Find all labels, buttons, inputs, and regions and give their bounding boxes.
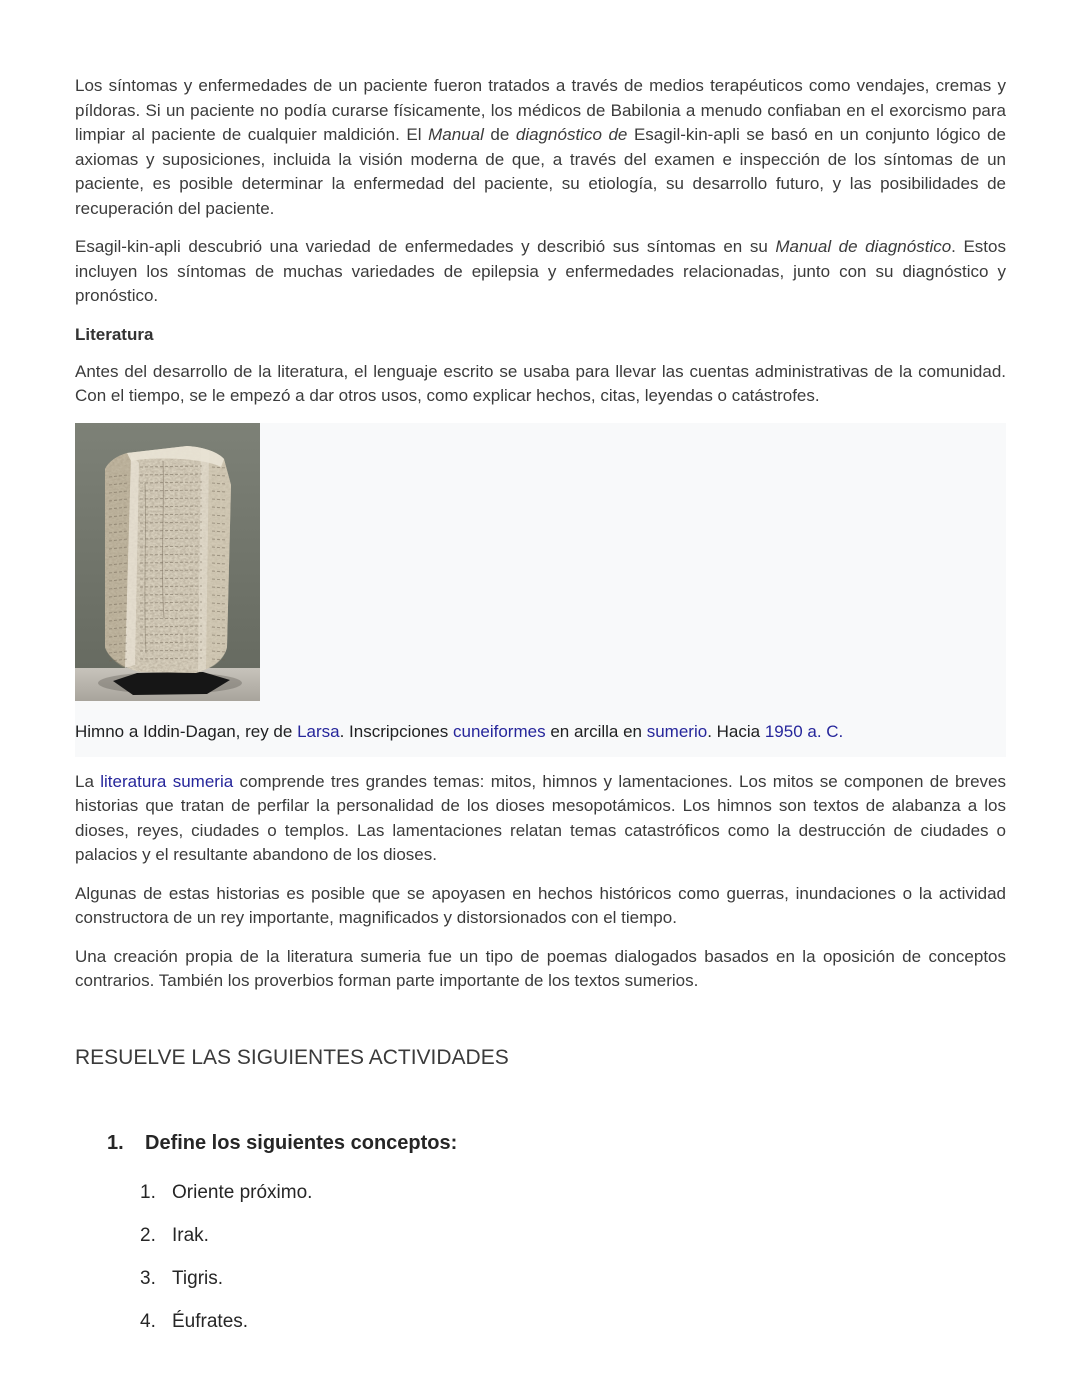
heading-activities: RESUELVE LAS SIGUIENTES ACTIVIDADES xyxy=(75,1045,509,1069)
list-item-text: Éufrates. xyxy=(172,1310,249,1332)
concepts-list xyxy=(107,1180,1006,1335)
list-item-oriente-proximo xyxy=(140,1180,1006,1206)
text-segment: Esagil-kin-apli descubrió una variedad de enfermedades y describió sus síntomas en su xyxy=(75,237,776,256)
list-item-text: Oriente próximo. xyxy=(172,1181,313,1203)
list-item-tigris xyxy=(140,1266,1006,1292)
paragraph-medicine-treatments xyxy=(75,74,1006,221)
activity-define-title xyxy=(107,1130,1006,1156)
heading-literatura: Literatura xyxy=(75,324,154,344)
list-item-number: 2. xyxy=(140,1224,156,1246)
text-segment: . Estos incluyen los síntomas de muchas variedades de epilepsia y enfermedades relacionadas, junto con su diagnóstico y pronóstico. xyxy=(75,237,1006,305)
link-literatura-sumeria[interactable]: literatura sumeria xyxy=(100,771,234,791)
italic-manual-title: diagnóstico de xyxy=(515,125,628,144)
activity-block xyxy=(75,1130,1006,1335)
italic-manual-title: Manual xyxy=(428,125,484,144)
link-larsa[interactable]: Larsa xyxy=(297,721,340,741)
link-cuneiformes[interactable]: cuneiformes xyxy=(452,721,546,741)
text-segment: Los síntomas y enfermedades de un paciente fueron tratados a través de medios terapéuticos como vendajes, cremas y píldoras. Si un paciente no podía curarse físicamente, los médicos de Babilonia a menudo confiaban en el exorcismo para limpiar al paciente de cualquier maldición. El xyxy=(75,76,1006,144)
list-item-text: Irak. xyxy=(172,1224,209,1246)
list-item-number: 1. xyxy=(140,1181,156,1203)
italic-manual-title: Manual de diagnóstico xyxy=(775,237,952,256)
list-item-number: 4. xyxy=(140,1310,156,1332)
caption-segment: en arcilla en xyxy=(545,721,647,741)
caption-segment: Himno a Iddin-Dagan, rey de xyxy=(75,721,298,741)
link-sumerio[interactable]: sumerio xyxy=(646,721,708,741)
text-segment: La xyxy=(75,771,101,791)
text-segment: Esagil-kin-apli se basó en un conjunto lógico de axiomas y suposiciones, incluida la visión moderna de que, a través del examen e inspección de los síntomas de un paciente, es posible determinar la enfermedad del paciente, su etiología, su desarrollo futuro, y las posibilidades de recuperación del paciente. xyxy=(75,125,1006,218)
paragraph-sumerian-literature xyxy=(75,770,1006,868)
caption-segment: . Inscripciones xyxy=(339,721,453,741)
link-date-1950[interactable]: 1950 a. C. xyxy=(764,721,844,741)
caption-segment: . Hacia xyxy=(707,721,765,741)
activity-label: Define los siguientes conceptos: xyxy=(145,1131,458,1154)
cuneiform-prism-illustration xyxy=(75,423,260,701)
figure-cuneiform-prism xyxy=(75,423,1006,757)
list-item-number: 3. xyxy=(140,1267,156,1289)
paragraph-esagil-kin-apli xyxy=(75,235,1006,309)
list-item-eufrates xyxy=(140,1309,1006,1335)
text-segment: de xyxy=(483,125,516,144)
paragraph-writing-origin: Antes del desarrollo de la literatura, el lenguaje escrito se usaba para llevar las cuentas administrativas de la comunidad. Con el tiempo, se le empezó a dar otros usos, como explicar hechos, citas, leyendas o catástrofes. xyxy=(75,361,1006,405)
paragraph-dialog-poems: Una creación propia de la literatura sumeria fue un tipo de poemas dialogados basados en la oposición de conceptos contrarios. También los proverbios forman parte importante de los textos sumerios. xyxy=(75,946,1006,990)
list-item-text: Tigris. xyxy=(172,1267,224,1289)
cuneiform-prism-photo xyxy=(75,423,260,701)
text-segment: comprende tres grandes temas: mitos, himnos y lamentaciones. Los mitos se componen de breves historias que tratan de perfilar la personalidad de los dioses mesopotámicos. Los himnos son textos de alabanza a los dioses, reyes, ciudades o templos. Las lamentaciones relatan temas catastróficos como la destrucción de ciudades o palacios y el resultante abandono de los dioses. xyxy=(75,771,1007,864)
paragraph-historical-basis: Algunas de estas historias es posible que se apoyasen en hechos históricos como guerras, inundaciones o la actividad constructora de un rey importante, magnificados y distorsionados con el tiempo. xyxy=(75,883,1006,927)
list-item-irak xyxy=(140,1223,1006,1249)
activity-number: 1. xyxy=(107,1131,124,1154)
figure-caption xyxy=(75,721,1006,743)
